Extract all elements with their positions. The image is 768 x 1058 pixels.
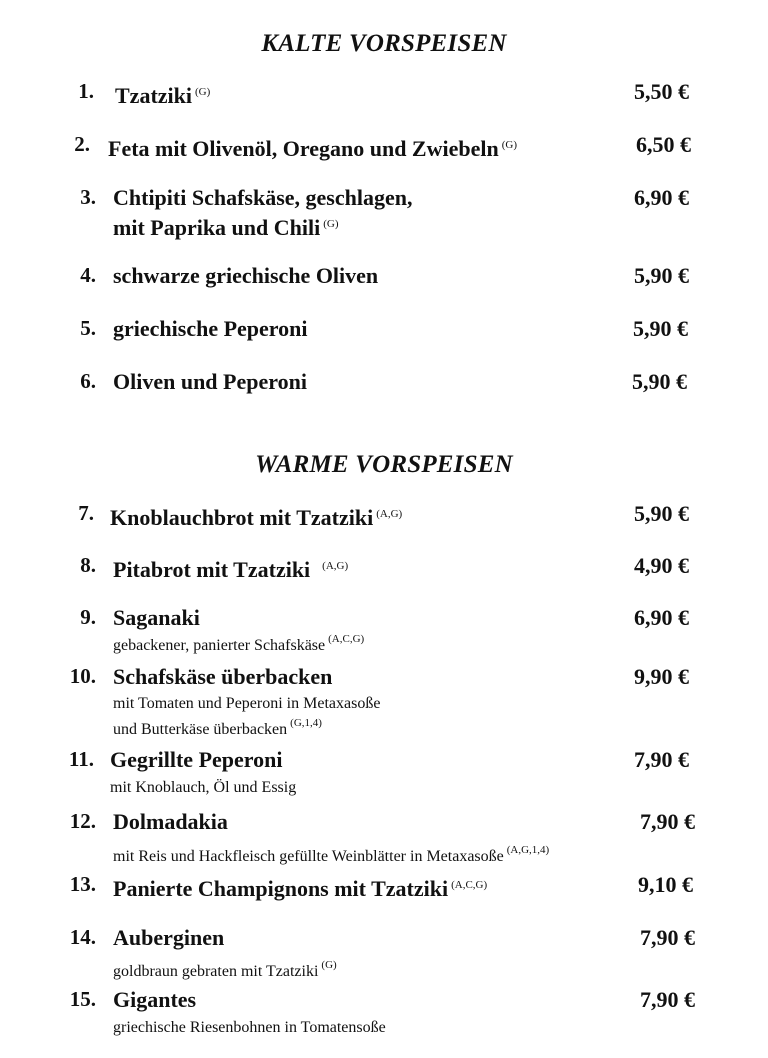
item-name: Knoblauchbrot mit Tzatziki $^{(A,G)}$ [110,505,403,530]
item-price: 5,90 € [632,369,687,394]
item-description: gebackener, panierter Schafskäse $^{(A,C,G)}$ [113,633,365,654]
item-name: Panierte Champignons mit Tzatziki $^{(A,C,G)}$ [113,876,488,901]
allergen-note: (G) [321,959,337,971]
item-description-line2: und Butterkäse überbacken $^{(G,1,4)}$ [113,717,322,738]
item-number: 9. [80,605,96,629]
allergen-note: (G,1,4) [290,717,322,729]
item-price: 6,90 € [634,185,689,210]
item-price: 9,90 € [634,664,689,689]
item-number: 7. [78,501,94,525]
item-name: Saganaki [113,605,200,630]
item-price: 6,90 € [634,605,689,630]
item-price: 9,10 € [638,872,693,897]
item-price: 7,90 € [640,987,695,1012]
item-price: 5,90 € [634,263,689,288]
item-number: 10. [69,664,96,688]
item-number: 14. [69,925,96,949]
item-name: schwarze griechische Oliven [113,263,379,288]
item-description: mit Reis und Hackfleisch gefüllte Weinblätter in Metaxasoße $^{(A,G,1,4)}$ [113,844,550,865]
item-number: 8. [80,553,96,577]
item-number: 11. [68,747,94,771]
section-title-warm: WARME VORSPEISEN [255,451,513,478]
item-description: goldbraun gebraten mit Tzatziki $^{(G)}$ [113,959,337,980]
item-price: 7,90 € [640,809,695,834]
item-price: 4,90 € [634,553,689,578]
item-name: Gigantes [113,987,197,1012]
allergen-note: (A,C,G) [451,879,488,891]
item-number: 15. [69,987,96,1011]
allergen-note: (A,G) [322,560,349,572]
item-name: Auberginen [113,925,225,950]
allergen-note: (G) [323,218,339,230]
item-price: 7,90 € [634,747,689,772]
item-name: Pitabrot mit Tzatziki $^{(A,G)}$ [113,557,349,582]
item-name: Feta mit Olivenöl, Oregano und Zwiebeln $^{(G)}$ [108,136,517,161]
allergen-note: (A,C,G) [328,633,365,645]
item-number: 13. [69,872,96,896]
item-name: Schafskäse überbacken [113,664,333,689]
item-description: mit Tomaten und Peperoni in Metaxasoße [113,695,381,712]
item-name: Oliven und Peperoni [113,369,307,394]
item-number: 5. [80,316,96,340]
item-name: griechische Peperoni [113,316,308,341]
item-number: 3. [80,185,96,209]
allergen-note: (A,G,1,4) [506,844,550,856]
item-price: 7,90 € [640,925,695,950]
item-price: 5,50 € [634,79,689,104]
item-price: 5,90 € [633,316,688,341]
item-number: 12. [69,809,96,833]
item-number: 4. [80,263,96,287]
item-name: Gegrillte Peperoni [110,747,283,772]
allergen-note: (A,G) [376,508,403,520]
item-description: mit Knoblauch, Öl und Essig [110,779,297,796]
section-title-cold: KALTE VORSPEISEN [261,30,507,57]
item-name: Dolmadakia [113,809,228,834]
item-number: 2. [74,132,90,156]
item-price: 5,90 € [634,501,689,526]
item-description: griechische Riesenbohnen in Tomatensoße [113,1019,386,1036]
item-name: Chtipiti Schafskäse, geschlagen, [113,185,413,210]
item-name: Tzatziki $^{(G)}$ [115,83,211,108]
item-price: 6,50 € [636,132,691,157]
allergen-note: (G) [195,86,211,98]
allergen-note: (G) [501,139,517,151]
item-number: 1. [78,79,94,103]
item-name-line2: mit Paprika und Chili $^{(G)}$ [113,215,339,240]
item-number: 6. [80,369,96,393]
